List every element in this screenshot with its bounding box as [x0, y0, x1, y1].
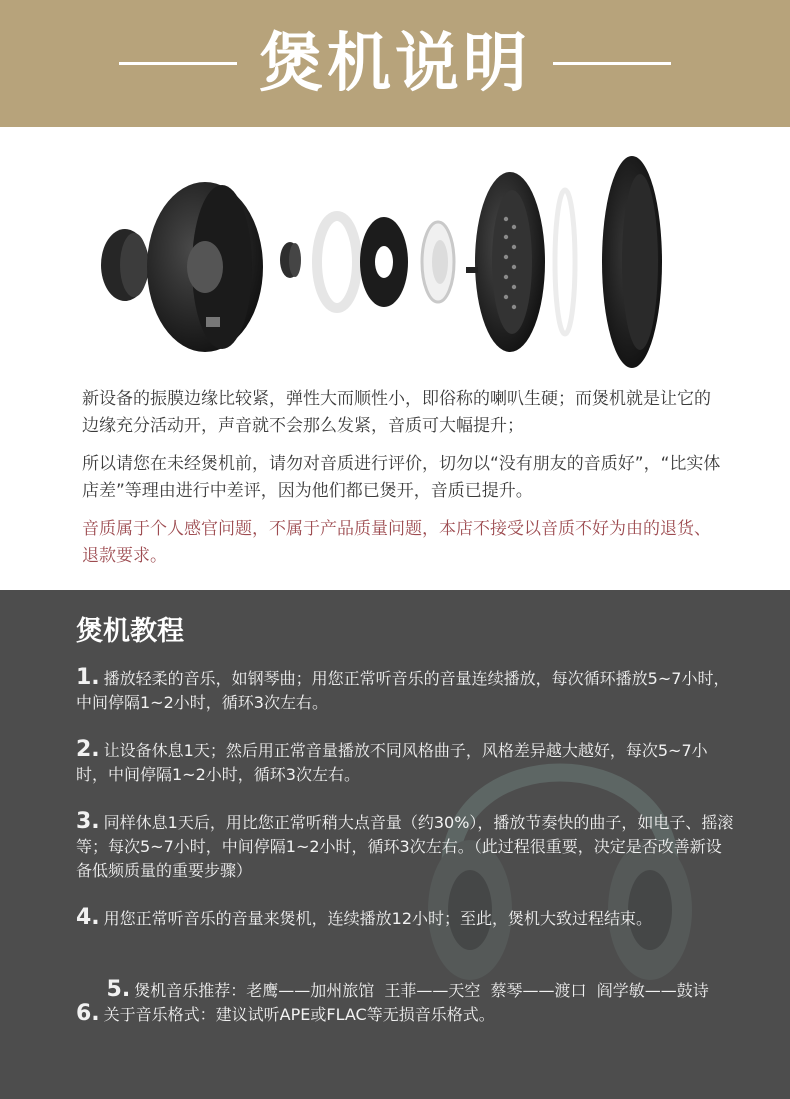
step-item [76, 738, 736, 787]
banner-title: 煲机说明 [259, 26, 531, 101]
step-number: 3. [76, 809, 100, 834]
warning-note: 音质属于个人感官问题，不属于产品质量问题，本店不接受以音质不好为由的退货、退款要求。 [82, 519, 711, 566]
intro-paragraph-2: 所以请您在未经煲机前，请勿对音质进行评价，切勿以“没有朋友的音质好”，“比实体店差”等理由进行中差评，因为他们都已煲开，音质已提升。 [82, 454, 721, 501]
step-item [76, 906, 736, 931]
driver-plate-icon [466, 172, 545, 352]
step-text: 煲机音乐推荐：老鹰——加州旅馆 王菲——天空 蔡琴——渡口 阎学敏——鼓诗 [134, 981, 709, 1000]
ear-pad-icon [602, 156, 662, 368]
step-text: 用您正常听音乐的音量来煲机，连续播放12小时；至此，煲机大致过程结束。 [103, 909, 653, 928]
step-item [76, 1002, 736, 1027]
step-item [76, 666, 736, 715]
step-number: 1. [76, 665, 100, 690]
step-number: 5. [106, 977, 131, 1002]
step-number: 4. [76, 905, 100, 930]
gasket-ring-icon [317, 216, 357, 308]
step-text: 播放轻柔的音乐，如钢琴曲；用您正常听音乐的音量连续播放，每次循环播放5~7小时，中间停隔1~2小时，循环3次左右。 [76, 669, 730, 712]
tutorial-section [0, 590, 790, 1099]
intro-section [82, 386, 722, 581]
banner-right-line [553, 62, 671, 65]
step-number: 2. [76, 737, 100, 762]
tutorial-title: 煲机教程 [76, 616, 184, 647]
driver-frame-icon [147, 182, 263, 352]
headphone-parts-illustration [0, 127, 790, 377]
magnet-ring-icon [360, 217, 408, 307]
title-banner [0, 0, 790, 127]
step-text: 关于音乐格式：建议试听APE或FLAC等无损音乐格式。 [103, 1005, 495, 1024]
step-number: 6. [76, 1001, 100, 1026]
diaphragm-icon [422, 222, 454, 302]
banner-left-line [119, 62, 237, 65]
earcup-icon [101, 229, 149, 301]
cushion-ring-icon [555, 190, 575, 334]
small-magnet-icon [280, 242, 301, 278]
intro-paragraph-1: 新设备的振膜边缘比较紧，弹性大而顺性小，即俗称的喇叭生硬；而煲机就是让它的边缘充分活动开，声音就不会那么发紧，音质可大幅提升； [82, 389, 711, 436]
step-text: 让设备休息1天；然后用正常音量播放不同风格曲子，风格差异越大越好，每次5~7小时，中间停隔1~2小时，循环3次左右。 [76, 741, 708, 784]
step-text: 同样休息1天后，用比您正常听稍大点音量（约30%），播放节奏快的曲子，如电子、摇滚等；每次5~7小时，中间停隔1~2小时，循环3次左右。（此过程很重要，决定是否改善新设备低频质量的重要步骤） [76, 813, 734, 880]
step-item [76, 810, 736, 883]
